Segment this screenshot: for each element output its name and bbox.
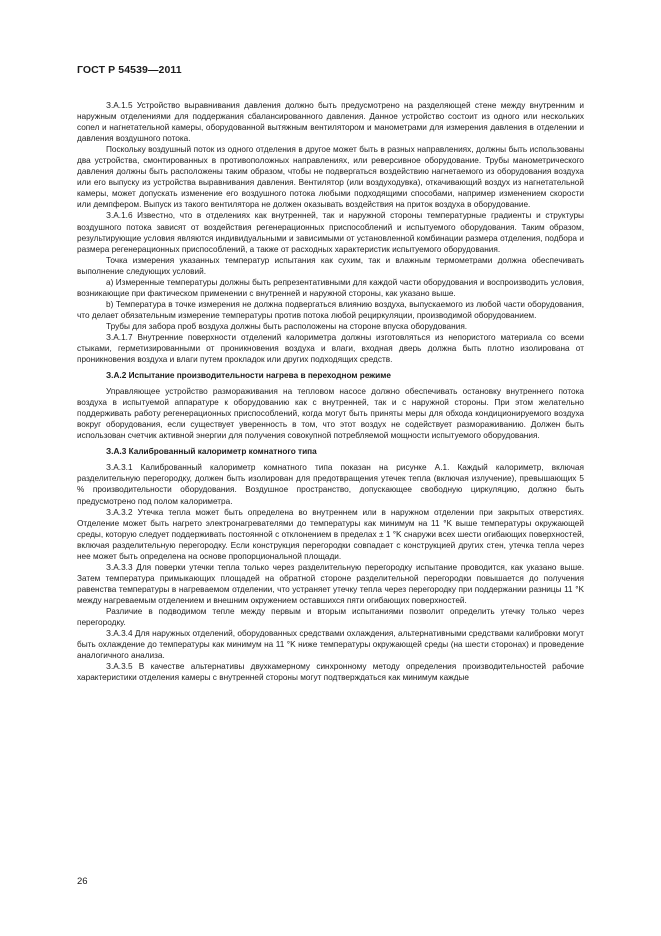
paragraph: З.А.1.7 Внутренние поверхности отделений калориметра должны изготовляться из непористого материала со всеми стыками, герметизированными от проникновения воздуха и влаги, входная дверь должна быть плотно изолирована от проникновения воздуха и влаги путем прокладок или других подходящих средств. bbox=[77, 332, 584, 365]
page-number: 26 bbox=[77, 876, 88, 887]
paragraph: З.А.3.2 Утечка тепла может быть определена во внутреннем или в наружном отделении при закрытых отверстиях. Отделение может быть нагрето электронагревателями до температуры как минимум на 11 °K выше температуры окружающей среды, которую следует поддерживать постоянной с отклонением в пределах ± 1 °K снаружи всех шести огибающих поверхностей, включая разделительную перегородку. Если конструкция перегородки совпадает с конструкцией других стен, утечка тепла через нее может быть определена на основе пропорциональной площади. bbox=[77, 507, 584, 561]
paragraph: Точка измерения указанных температур испытания как сухим, так и влажным термометрами должна обеспечивать выполнение следующих условий. bbox=[77, 255, 584, 276]
list-item-b: b) Температура в точке измерения не должна подвергаться влиянию воздуха, выпускаемого из любой части оборудования, что делает обязательным измерение температуры против потока любой рециркуляции, производимой оборудованием. bbox=[77, 299, 584, 320]
document-body bbox=[77, 100, 584, 683]
paragraph: З.А.1.6 Известно, что в отделениях как внутренней, так и наружной стороны температурные градиенты и структуры воздушного потока зависят от воздействия регенерационных приспособлений и испытуемого оборудования. Таким образом, результирующие условия являются индивидуальными и зависимыми от установленной комбинации размера отделения, подбора и размера регенерационных приспособлений, а также от расходных характеристик испытуемого оборудования. bbox=[77, 211, 584, 254]
section-heading-a3: З.А.3 Калиброванный калориметр комнатного типа bbox=[106, 447, 317, 457]
paragraph: Трубы для забора проб воздуха должны быть расположены на стороне впуска оборудования. bbox=[106, 321, 468, 331]
paragraph: З.А.1.5 Устройство выравнивания давления должно быть предусмотрено на разделяющей стене между внутренним и наружным отделениями для поддержания сбалансированного давления. Данное устройство состоит из одного или нескольких сопел и нагнетательной камеры, оборудованной вытяжным вентилятором и манометрами для измерения давления в отделении и давления воздушного потока. bbox=[77, 101, 584, 144]
paragraph: З.А.3.3 Для поверки утечки тепла только через разделительную перегородку испытание проводится, как указано выше. Затем температура примыкающих площадей на обратной стороне разделительной перегородки повышается до получения равенства температуры в нагреваемом отделении, что устраняет утечку тепла через перегородку при поддержании разницы 11 °K между нагреваемым отделением и внешним окружением оставшихся пяти огибающих поверхностей. bbox=[77, 562, 584, 605]
paragraph: Поскольку воздушный поток из одного отделения в другое может быть в разных направлениях, должны быть использованы два устройства, смонтированных в противоположных направлениях, или реверсивное оборудование. Трубы манометрического давления должны быть расположены таким образом, чтобы не подвергаться воздействию нагнетаемого из оборудования воздуха или его выпуску из устройства выравнивания давления. Вентилятор (или воздуходувка), откачивающий воздух из нагнетательной камеры, может допускать изменение его воздушного потока любыми подходящими способами, например изменением скорости или демпфером. Выпуск из такого вентилятора не должен оказывать воздействия на приток воздуха в оборудование. bbox=[77, 145, 584, 210]
standard-header: ГОСТ Р 54539—2011 bbox=[77, 64, 182, 76]
paragraph: Управляющее устройство размораживания на тепловом насосе должно обеспечивать остановку внутреннего потока воздуха в испытуемой аппаратуре к оборудованию как с внутренней, так и с наружной стороны. При этом желательно поддерживать работу регенерационных приспособлений, когда могут быть приняты меры для обхода кондиционируемого воздуха вокруг оборудования, если существует уверенность в том, что этот воздух не содействует размораживанию. Должен быть использован счетчик активной энергии для получения совокупной потребляемой мощности испытуемого оборудования. bbox=[77, 387, 584, 441]
paragraph: З.А.3.5 В качестве альтернативы двухкамерному синхронному методу определения производительностей рабочие характеристики отделения камеры с внутренней стороны могут подтверждаться как минимум каждые bbox=[77, 662, 584, 683]
list-item-a: а) Измеренные температуры должны быть репрезентативными для каждой части оборудования и воспроизводить условия, возникающие при фактическом применении с внутренней и наружной стороны, как указано выше. bbox=[77, 277, 584, 298]
paragraph: З.А.3.4 Для наружных отделений, оборудованных средствами охлаждения, альтернативными средствами калибровки могут быть охлаждение до температуры как минимум на 11 °K ниже температуры окружающей среды (на шести сторонах) и проведение аналогичного анализа. bbox=[77, 629, 584, 661]
paragraph: Различие в подводимом тепле между первым и вторым испытаниями позволит определить утечку только через перегородку. bbox=[77, 606, 584, 628]
paragraph: З.А.3.1 Калиброванный калориметр комнатного типа показан на рисунке А.1. Каждый калориметр, включая разделительную перегородку, должен быть изолирован для предотвращения утечек тепла (включая излучение), превышающих 5 % производительности оборудования. Воздушное пространство, допускающее свободную циркуляцию, должно быть предусмотрено под полом калориметра. bbox=[77, 463, 584, 506]
section-heading-a2: З.А.2 Испытание производительности нагрева в переходном режиме bbox=[106, 371, 391, 381]
